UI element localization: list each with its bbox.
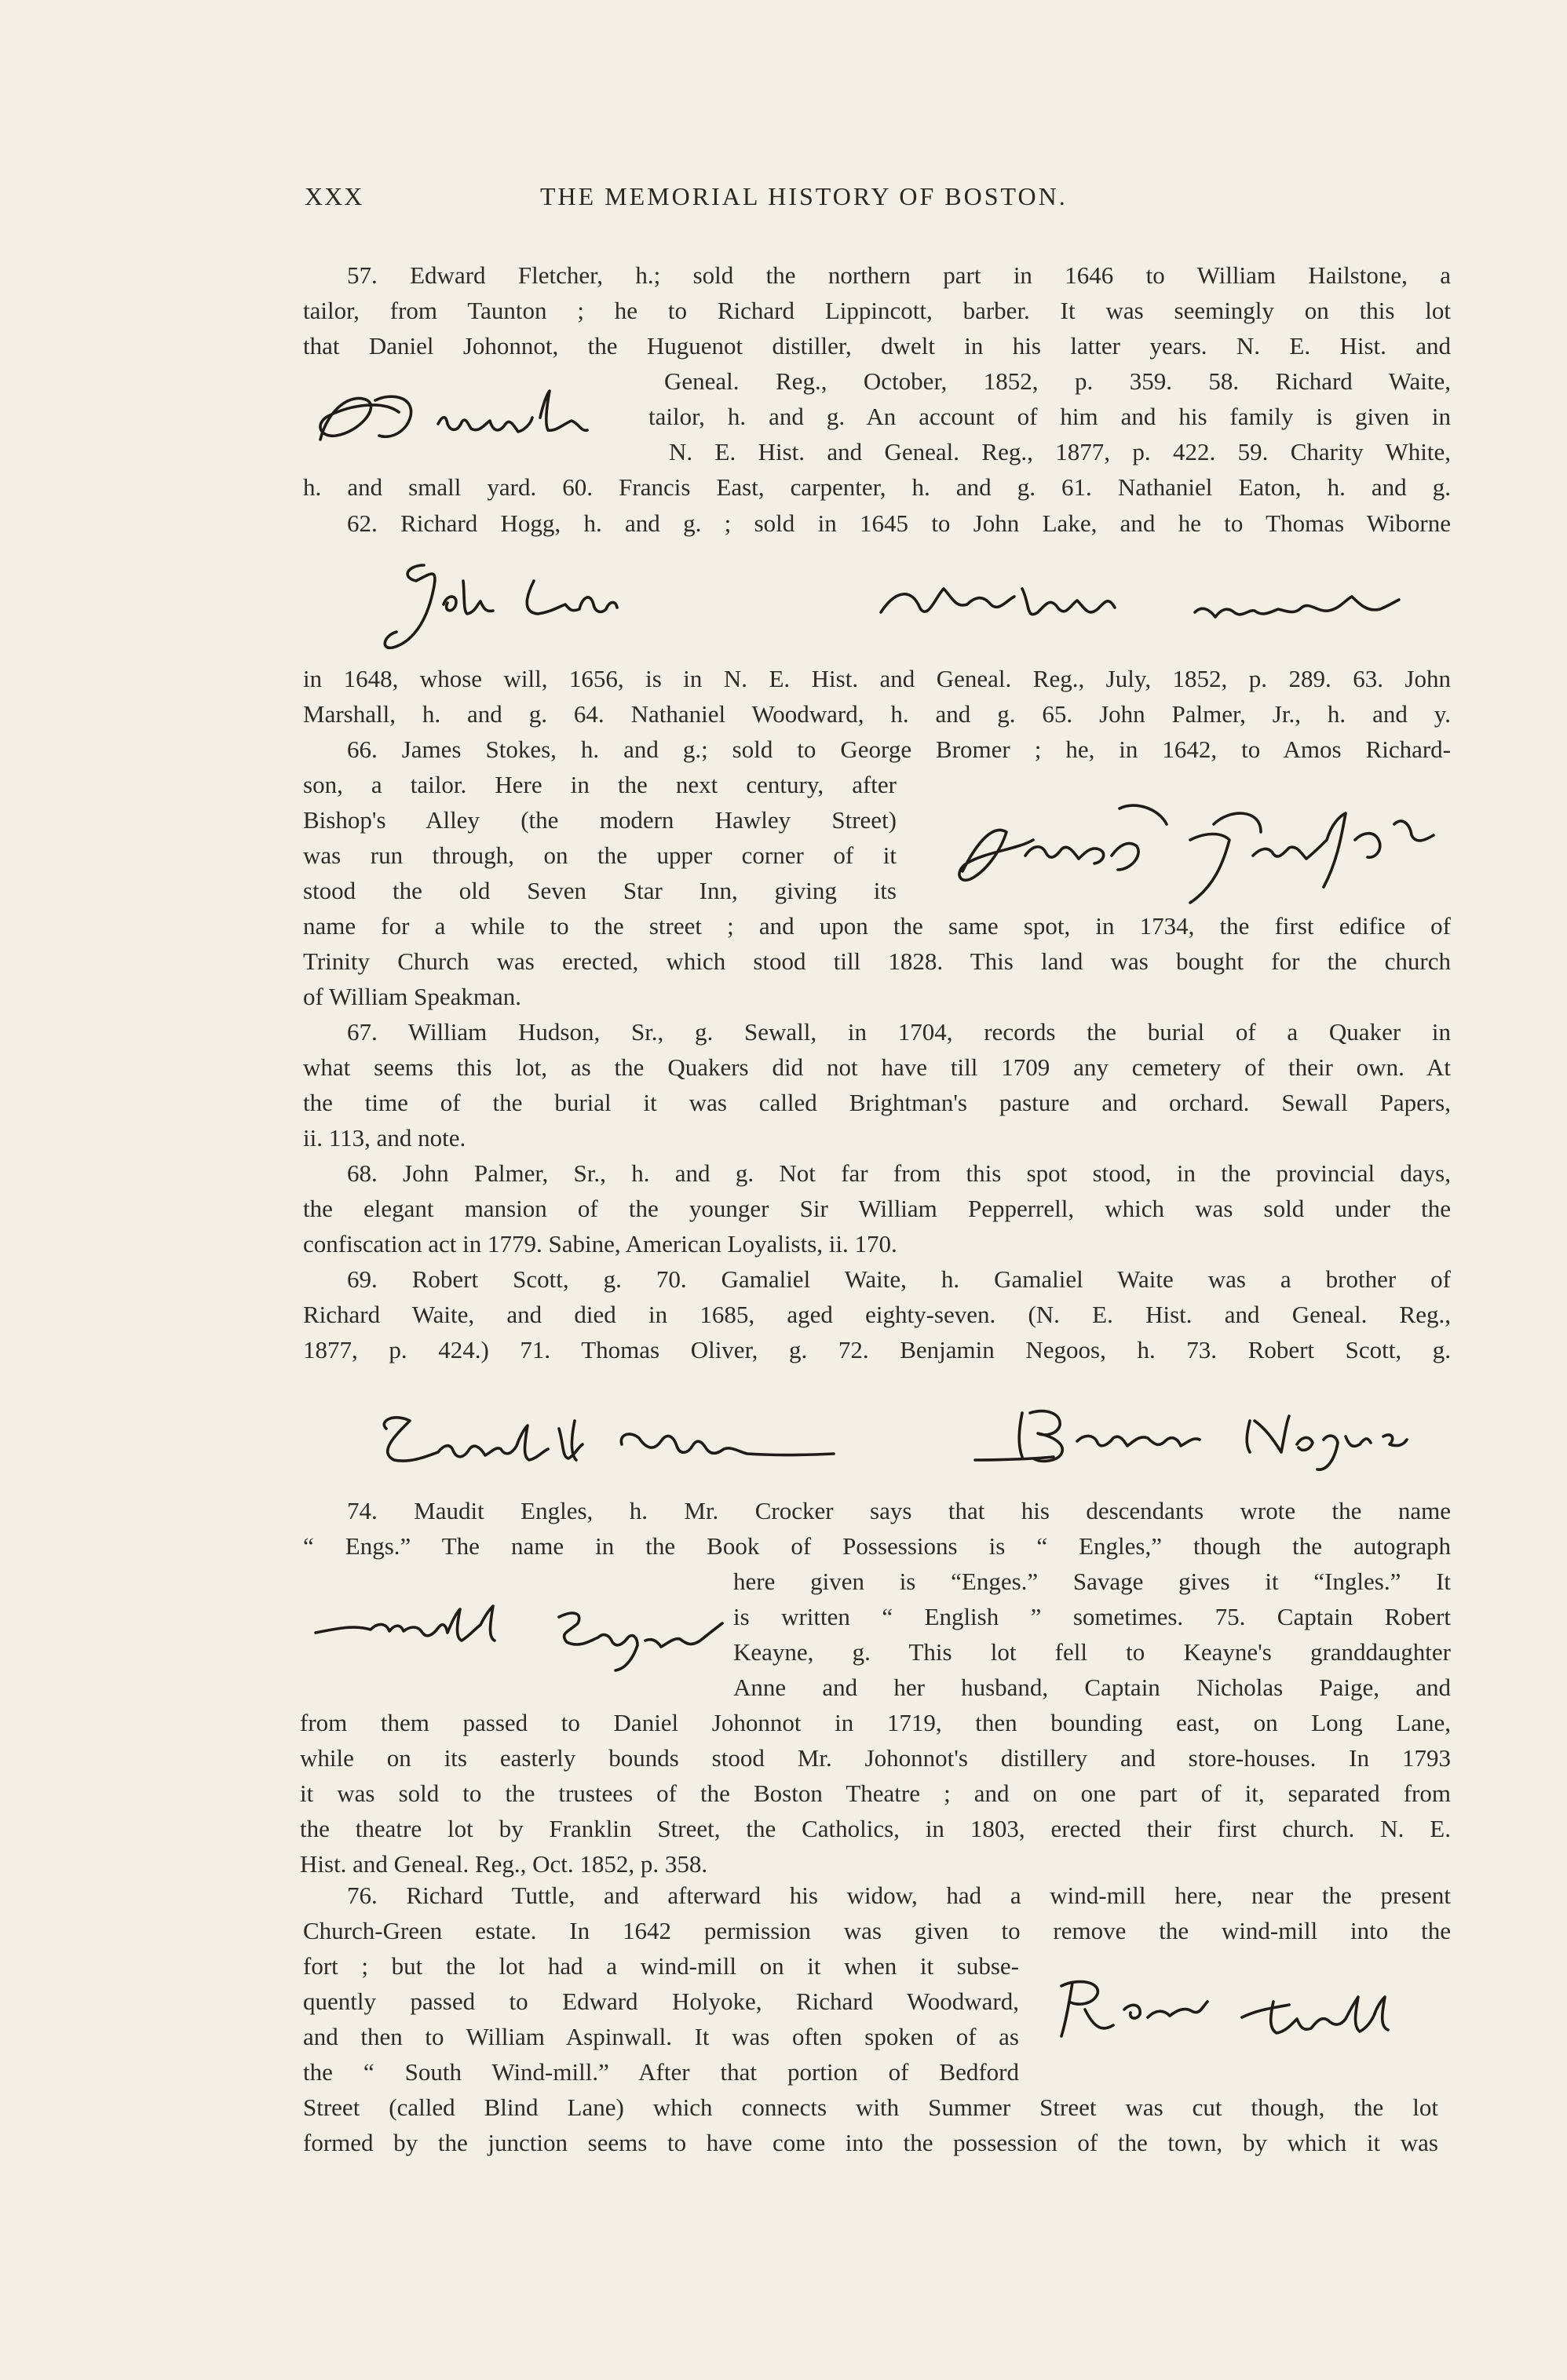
text-line: Bishop's Alley (the modern Hawley Street)	[303, 806, 897, 834]
page-title: THE MEMORIAL HISTORY OF BOSTON.	[540, 182, 1068, 210]
text-line: 74. Maudit Engles, h. Mr. Crocker says that his descendants wrote the name	[347, 1497, 1451, 1524]
signature-amos-richardson	[931, 777, 1465, 922]
text-line: Geneal. Reg., October, 1852, p. 359. 58. Richard Waite,	[664, 367, 1451, 395]
text-line: of William Speakman.	[303, 983, 521, 1010]
text-line: N. E. Hist. and Geneal. Reg., 1877, p. 422. 59. Charity White,	[669, 438, 1451, 465]
text-line: 66. James Stokes, h. and g.; sold to George Bromer ; he, in 1642, to Amos Richard-	[347, 736, 1451, 763]
text-line: while on its easterly bounds stood Mr. Johonnot's distillery and store-houses. In 1793	[300, 1744, 1451, 1772]
text-line: Trinity Church was erected, which stood till 1828. This land was bought for the church	[303, 947, 1451, 975]
text-line: and then to William Aspinwall. It was often spoken of as	[303, 2023, 1019, 2050]
text-line: 76. Richard Tuttle, and afterward his widow, had a wind-mill here, near the present	[347, 1882, 1451, 1909]
text-line: in 1648, whose will, 1656, is in N. E. Hist. and Geneal. Reg., July, 1852, p. 289. 63. John	[303, 665, 1451, 692]
text-line: Church-Green estate. In 1642 permission was given to remove the wind-mill into the	[303, 1917, 1451, 1944]
text-line: from them passed to Daniel Johonnot in 1719, then bounding east, on Long Lane,	[300, 1709, 1451, 1736]
text-line: “ Engs.” The name in the Book of Possessions is “ Engles,” though the autograph	[303, 1532, 1451, 1560]
text-line: name for a while to the street ; and upon the same spot, in 1734, the first edifice of	[303, 912, 1451, 940]
text-line: 57. Edward Fletcher, h.; sold the northern part in 1646 to William Hailstone, a	[347, 261, 1451, 289]
text-line: formed by the junction seems to have come into the possession of the town, by which it was	[303, 2129, 1438, 2156]
text-line: tailor, h. and g. An account of him and his family is given in	[648, 403, 1451, 430]
text-line: the theatre lot by Franklin Street, the Catholics, in 1803, erected their first church. N. E.	[300, 1815, 1451, 1842]
paragraph-68	[303, 1155, 1451, 1261]
text-line: Anne and her husband, Captain Nicholas Paige, and	[733, 1674, 1451, 1701]
text-line: Hist. and Geneal. Reg., Oct. 1852, p. 358.	[300, 1850, 708, 1878]
running-header	[305, 182, 1451, 220]
page-number: XXX	[305, 182, 364, 210]
text-line: h. and small yard. 60. Francis East, carpenter, h. and g. 61. Nathaniel Eaton, h. and g.	[303, 473, 1451, 501]
text-line: tailor, from Taunton ; he to Richard Lippincott, barber. It was seemingly on this lot	[303, 297, 1451, 324]
text-line: Marshall, h. and g. 64. Nathaniel Woodward, h. and g. 65. John Palmer, Jr., h. and y.	[303, 700, 1451, 728]
paragraph-62-continued	[303, 661, 1451, 732]
text-line: 62. Richard Hogg, h. and g. ; sold in 1645 to John Lake, and he to Thomas Wiborne	[347, 509, 1451, 537]
text-line: the elegant mansion of the younger Sir William Pepperrell, which was sold under the	[303, 1195, 1451, 1222]
text-line: is written “ English ” sometimes. 75. Captain Robert	[733, 1603, 1451, 1630]
text-line: was run through, on the upper corner of it	[303, 841, 897, 869]
text-line: here given is “Enges.” Savage gives it “Ingles.” It	[733, 1568, 1451, 1595]
text-line: 1877, p. 424.) 71. Thomas Oliver, g. 72. Benjamin Negoos, h. 73. Robert Scott, g.	[303, 1336, 1451, 1363]
text-line: 68. John Palmer, Sr., h. and g. Not far from this spot stood, in the provincial days,	[347, 1159, 1451, 1187]
text-line: what seems this lot, as the Quakers did not have till 1709 any cemetery of their own. At	[303, 1053, 1451, 1081]
signature-maudit-enges	[308, 1593, 732, 1692]
text-line: fort ; but the lot had a wind-mill on it when it subse-	[303, 1952, 1019, 1980]
text-line: son, a tailor. Here in the next century, after	[303, 771, 897, 798]
text-line: stood the old Seven Star Inn, giving its	[303, 877, 897, 904]
paragraph-69	[303, 1261, 1451, 1367]
text-line: the time of the burial it was called Brightman's pasture and orchard. Sewall Papers,	[303, 1089, 1451, 1116]
signature-richard-tuttle	[1038, 1970, 1446, 2061]
text-line: that Daniel Johonnot, the Huguenot distiller, dwelt in his latter years. N. E. Hist. and	[303, 332, 1451, 360]
text-line: Richard Waite, and died in 1685, aged eighty-seven. (N. E. Hist. and Geneal. Reg.,	[303, 1301, 1451, 1328]
text-line: quently passed to Edward Holyoke, Richard Woodward,	[303, 1988, 1019, 2015]
text-line: Street (called Blind Lane) which connects with Summer Street was cut though, the lot	[303, 2093, 1438, 2121]
text-line: Keayne, g. This lot fell to Keayne's granddaughter	[733, 1638, 1451, 1666]
signature-nathaniel-woodward	[865, 565, 1430, 640]
text-line: 67. William Hudson, Sr., g. Sewall, in 1704, records the burial of a Quaker in	[347, 1018, 1451, 1046]
signature-richard-waite	[305, 369, 650, 459]
signature-benjamin-negoos	[959, 1389, 1446, 1480]
text-line: the “ South Wind-mill.” After that portion of Bedford	[303, 2058, 1019, 2086]
signature-john-lake	[369, 549, 652, 663]
paragraph-62	[303, 506, 1451, 541]
paragraph-67	[303, 1014, 1451, 1155]
text-line: ii. 113, and note.	[303, 1124, 466, 1152]
text-line: 69. Robert Scott, g. 70. Gamaliel Waite, h. Gamaliel Waite was a brother of	[347, 1265, 1451, 1293]
text-line: confiscation act in 1779. Sabine, American Loyalists, ii. 170.	[303, 1230, 897, 1258]
signature-gamaliel-waite	[363, 1397, 865, 1480]
text-line: it was sold to the trustees of the Boston Theatre ; and on one part of it, separated from	[300, 1780, 1451, 1807]
